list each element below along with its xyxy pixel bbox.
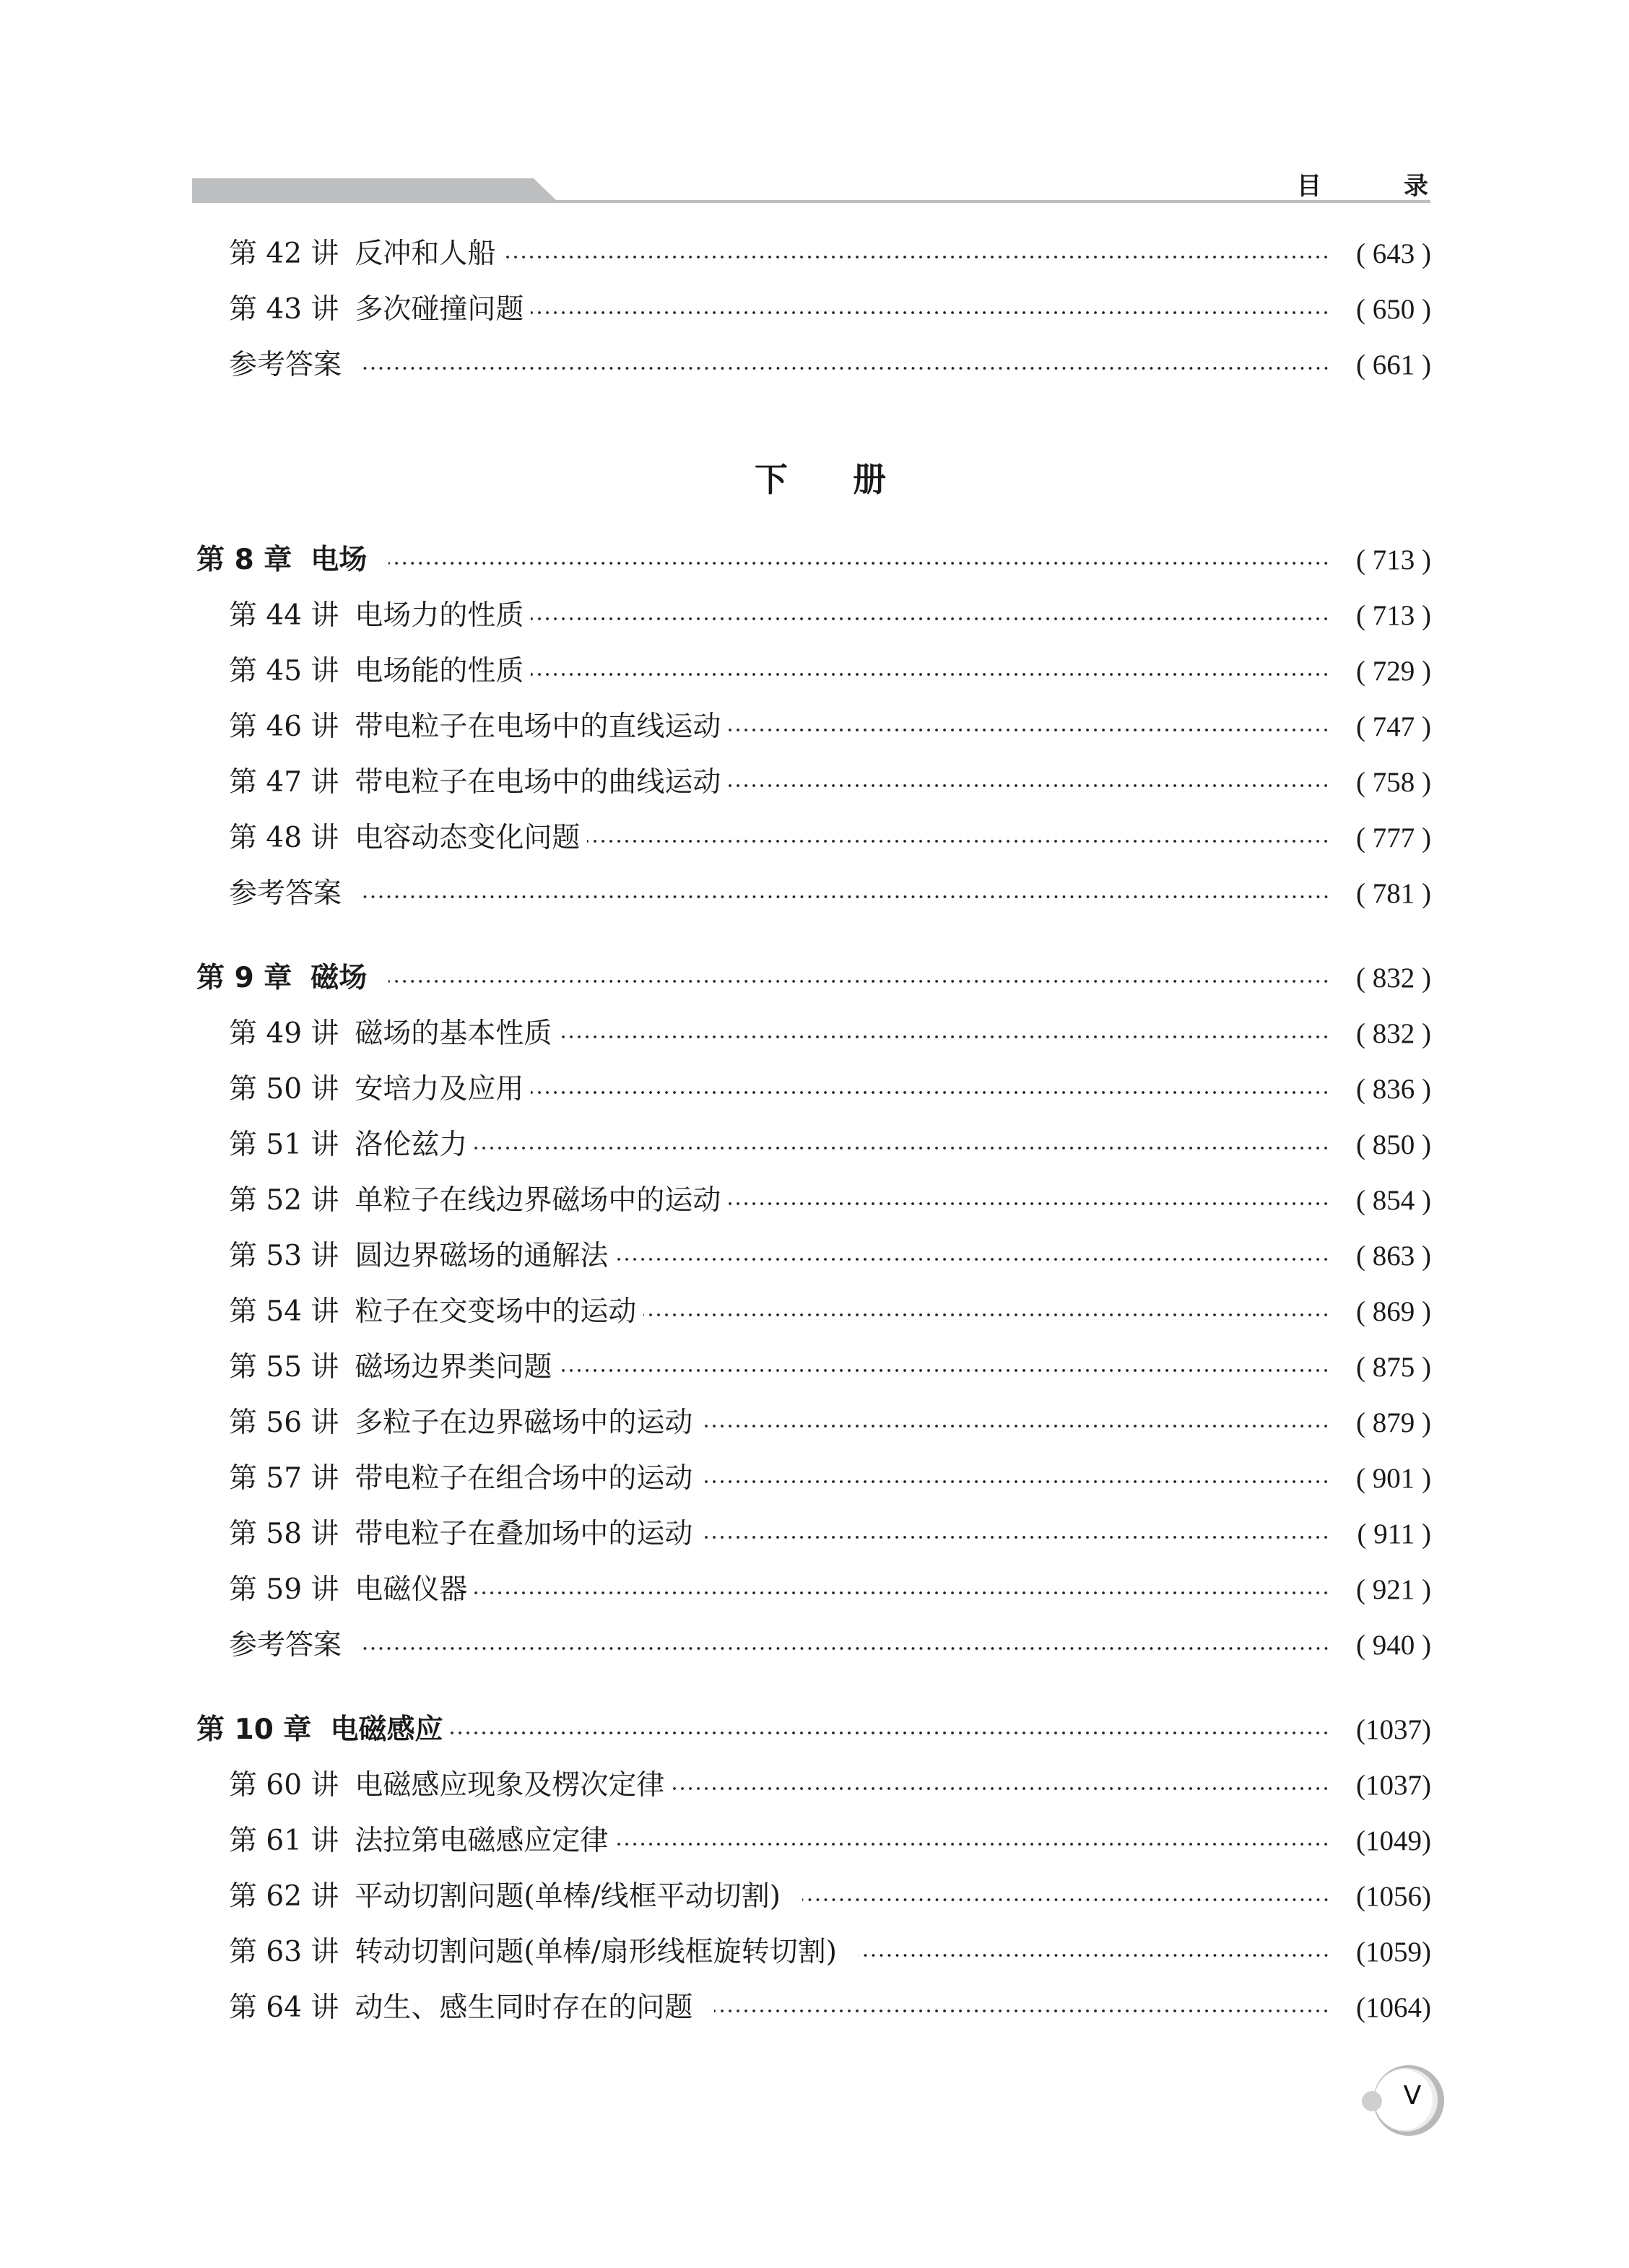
dot-leader bbox=[672, 1786, 1330, 1791]
entry-title: 参考答案 bbox=[229, 877, 342, 910]
entry-number: 第 47 讲 bbox=[229, 766, 339, 799]
header-band bbox=[192, 178, 1430, 203]
entry-page: ( 729 ) bbox=[1356, 656, 1431, 687]
entry-page: ( 940 ) bbox=[1356, 1630, 1431, 1661]
header-rule bbox=[531, 200, 1430, 203]
entry-title: 转动切割问题(单棒/扇形线框旋转切割) bbox=[355, 1936, 837, 1968]
dot-leader bbox=[388, 560, 1330, 566]
entry-page: (1059) bbox=[1356, 1937, 1431, 1968]
toc-entry[interactable] bbox=[196, 1877, 1431, 1917]
entry-number: 第 45 讲 bbox=[229, 655, 339, 687]
dot-leader bbox=[643, 1312, 1330, 1318]
toc-entry[interactable] bbox=[196, 1292, 1431, 1332]
entry-title: 磁场的基本性质 bbox=[355, 1017, 552, 1050]
entry-number: 第 44 讲 bbox=[229, 599, 339, 632]
running-header-title: 目 录 bbox=[1297, 172, 1457, 201]
entry-number: 第 56 讲 bbox=[229, 1407, 339, 1439]
entry-page: ( 661 ) bbox=[1356, 349, 1431, 381]
entry-page: ( 713 ) bbox=[1356, 600, 1431, 631]
dot-leader bbox=[700, 1534, 1330, 1540]
dot-leader bbox=[474, 1590, 1330, 1596]
toc-entry[interactable] bbox=[196, 818, 1431, 859]
toc-entry[interactable] bbox=[196, 1570, 1431, 1610]
toc-entry[interactable] bbox=[196, 1514, 1431, 1555]
entry-title: 带电粒子在组合场中的运动 bbox=[355, 1462, 693, 1495]
chapter-title: 电磁感应 bbox=[330, 1713, 443, 1746]
dot-leader bbox=[615, 1256, 1330, 1262]
dot-leader bbox=[700, 1423, 1330, 1429]
entry-page: ( 832 ) bbox=[1356, 1018, 1431, 1049]
entry-page: ( 921 ) bbox=[1356, 1574, 1431, 1605]
entry-page: ( 650 ) bbox=[1356, 294, 1431, 325]
entry-number: 第 61 讲 bbox=[229, 1825, 339, 1857]
dot-leader bbox=[450, 1730, 1330, 1736]
entry-title: 反冲和人船 bbox=[355, 238, 496, 270]
entry-page: (1037) bbox=[1356, 1770, 1431, 1801]
entry-title: 法拉第电磁感应定律 bbox=[355, 1825, 609, 1857]
toc-entry[interactable] bbox=[196, 1459, 1431, 1499]
toc-entry-answers[interactable] bbox=[196, 1625, 1431, 1666]
toc-entry[interactable] bbox=[196, 1069, 1431, 1110]
dot-leader bbox=[363, 1646, 1330, 1651]
entry-number: 第 48 讲 bbox=[229, 822, 339, 854]
chapter-number: 第 8 章 bbox=[196, 544, 292, 576]
dot-leader bbox=[503, 254, 1330, 260]
entry-page: ( 869 ) bbox=[1356, 1296, 1431, 1327]
entry-title: 多次碰撞问题 bbox=[355, 293, 524, 326]
toc-entry[interactable] bbox=[196, 1403, 1431, 1443]
entry-title: 洛伦兹力 bbox=[355, 1129, 468, 1161]
toc-entry[interactable] bbox=[196, 1236, 1431, 1277]
toc-entry[interactable] bbox=[196, 762, 1431, 803]
dot-leader bbox=[587, 838, 1330, 844]
entry-title: 电容动态变化问题 bbox=[355, 822, 581, 854]
chapter-number: 第 10 章 bbox=[196, 1713, 312, 1746]
dot-leader bbox=[728, 1201, 1330, 1207]
dot-leader bbox=[363, 365, 1330, 371]
entry-number: 第 53 讲 bbox=[229, 1240, 339, 1272]
toc-entry[interactable] bbox=[196, 1932, 1431, 1973]
chapter-page: ( 832 ) bbox=[1356, 963, 1431, 994]
entry-number: 第 58 讲 bbox=[229, 1518, 339, 1550]
entry-number: 第 54 讲 bbox=[229, 1295, 339, 1328]
toc-entry[interactable] bbox=[196, 1125, 1431, 1165]
dot-leader bbox=[714, 2008, 1330, 2014]
entry-title: 动生、感生同时存在的问题 bbox=[355, 1991, 693, 2024]
toc-entry[interactable] bbox=[196, 1821, 1431, 1861]
entry-title: 电场能的性质 bbox=[355, 655, 524, 687]
entry-number: 第 49 讲 bbox=[229, 1017, 339, 1050]
entry-number: 第 64 讲 bbox=[229, 1991, 339, 2024]
chapter-title: 磁场 bbox=[310, 962, 368, 994]
entry-number: 第 59 讲 bbox=[229, 1573, 339, 1606]
chapter-number: 第 9 章 bbox=[196, 962, 292, 994]
toc-entry-answers[interactable] bbox=[196, 874, 1431, 914]
dot-leader bbox=[728, 783, 1330, 788]
toc-entry[interactable] bbox=[196, 596, 1431, 636]
entry-title: 参考答案 bbox=[229, 349, 342, 381]
entry-page: ( 850 ) bbox=[1356, 1129, 1431, 1160]
entry-number: 第 43 讲 bbox=[229, 293, 339, 326]
entry-title: 磁场边界类问题 bbox=[355, 1351, 552, 1383]
entry-page: ( 643 ) bbox=[1356, 238, 1431, 269]
entry-page: ( 777 ) bbox=[1356, 822, 1431, 853]
entry-page: ( 836 ) bbox=[1356, 1074, 1431, 1105]
dot-leader bbox=[363, 894, 1330, 900]
entry-number: 第 46 讲 bbox=[229, 711, 339, 743]
dot-leader bbox=[559, 1034, 1330, 1040]
dot-leader bbox=[531, 1090, 1330, 1095]
entry-number: 第 50 讲 bbox=[229, 1073, 339, 1105]
dot-leader bbox=[859, 1952, 1330, 1958]
entry-number: 第 52 讲 bbox=[229, 1184, 339, 1217]
badge-dot-icon bbox=[1362, 2091, 1382, 2111]
dot-leader bbox=[615, 1841, 1330, 1847]
entry-page: (1056) bbox=[1356, 1881, 1431, 1912]
chapter-heading[interactable] bbox=[196, 958, 1431, 999]
dot-leader bbox=[531, 310, 1330, 316]
entry-page: (1064) bbox=[1356, 1992, 1431, 2023]
toc-entry[interactable] bbox=[196, 1765, 1431, 1806]
dot-leader bbox=[531, 616, 1330, 622]
dot-leader bbox=[728, 727, 1330, 733]
entry-title: 多粒子在边界磁场中的运动 bbox=[355, 1407, 693, 1439]
entry-title: 带电粒子在电场中的直线运动 bbox=[355, 711, 721, 743]
dot-leader bbox=[388, 978, 1330, 984]
entry-number: 第 60 讲 bbox=[229, 1769, 339, 1802]
entry-number: 第 62 讲 bbox=[229, 1880, 339, 1913]
entry-page: ( 875 ) bbox=[1356, 1352, 1431, 1383]
dot-leader bbox=[559, 1368, 1330, 1373]
chapter-page: (1037) bbox=[1356, 1714, 1431, 1745]
entry-title: 电磁感应现象及楞次定律 bbox=[355, 1769, 665, 1802]
entry-page: (1049) bbox=[1356, 1825, 1431, 1856]
dot-leader bbox=[531, 672, 1330, 677]
toc-entry[interactable] bbox=[196, 1181, 1431, 1221]
entry-page: ( 854 ) bbox=[1356, 1185, 1431, 1216]
toc-entry[interactable] bbox=[196, 1014, 1431, 1054]
entry-title: 带电粒子在叠加场中的运动 bbox=[355, 1518, 693, 1550]
entry-title: 参考答案 bbox=[229, 1629, 342, 1661]
entry-page: ( 758 ) bbox=[1356, 767, 1431, 798]
entry-page: ( 911 ) bbox=[1357, 1518, 1431, 1550]
chapter-heading[interactable] bbox=[196, 1710, 1431, 1750]
entry-title: 圆边界磁场的通解法 bbox=[355, 1240, 609, 1272]
entry-title: 平动切割问题(单棒/线框平动切割) bbox=[355, 1880, 781, 1913]
volume-title: 下册 bbox=[755, 460, 951, 499]
entry-page: ( 747 ) bbox=[1356, 711, 1431, 742]
dot-leader bbox=[700, 1479, 1330, 1485]
entry-page: ( 781 ) bbox=[1356, 878, 1431, 909]
entry-page: ( 863 ) bbox=[1356, 1241, 1431, 1272]
entry-page: ( 879 ) bbox=[1356, 1407, 1431, 1438]
entry-number: 第 51 讲 bbox=[229, 1129, 339, 1161]
entry-title: 带电粒子在电场中的曲线运动 bbox=[355, 766, 721, 799]
entry-number: 第 42 讲 bbox=[229, 238, 339, 270]
toc-entry[interactable] bbox=[196, 1988, 1431, 2028]
chapter-page: ( 713 ) bbox=[1356, 544, 1431, 575]
page-number: V bbox=[1403, 2081, 1422, 2111]
toc-entry-answers[interactable] bbox=[196, 345, 1431, 386]
entry-title: 单粒子在线边界磁场中的运动 bbox=[355, 1184, 721, 1217]
entry-number: 第 55 讲 bbox=[229, 1351, 339, 1383]
entry-title: 电场力的性质 bbox=[355, 599, 524, 632]
entry-number: 第 57 讲 bbox=[229, 1462, 339, 1495]
page-number-badge bbox=[1362, 2065, 1446, 2134]
toc-entry[interactable] bbox=[196, 651, 1431, 692]
toc-entry[interactable] bbox=[196, 234, 1431, 274]
entry-number: 第 63 讲 bbox=[229, 1936, 339, 1968]
entry-title: 安培力及应用 bbox=[355, 1073, 524, 1105]
toc-entry[interactable] bbox=[196, 707, 1431, 747]
header-tab-decoration bbox=[192, 178, 557, 203]
entry-page: ( 901 ) bbox=[1356, 1463, 1431, 1494]
toc-entry[interactable] bbox=[196, 1347, 1431, 1388]
toc-entry[interactable] bbox=[196, 290, 1431, 330]
entry-title: 电磁仪器 bbox=[355, 1573, 468, 1606]
dot-leader bbox=[474, 1145, 1330, 1151]
chapter-title: 电场 bbox=[310, 544, 368, 576]
chapter-heading[interactable] bbox=[196, 540, 1431, 581]
entry-title: 粒子在交变场中的运动 bbox=[355, 1295, 637, 1328]
dot-leader bbox=[802, 1897, 1330, 1903]
